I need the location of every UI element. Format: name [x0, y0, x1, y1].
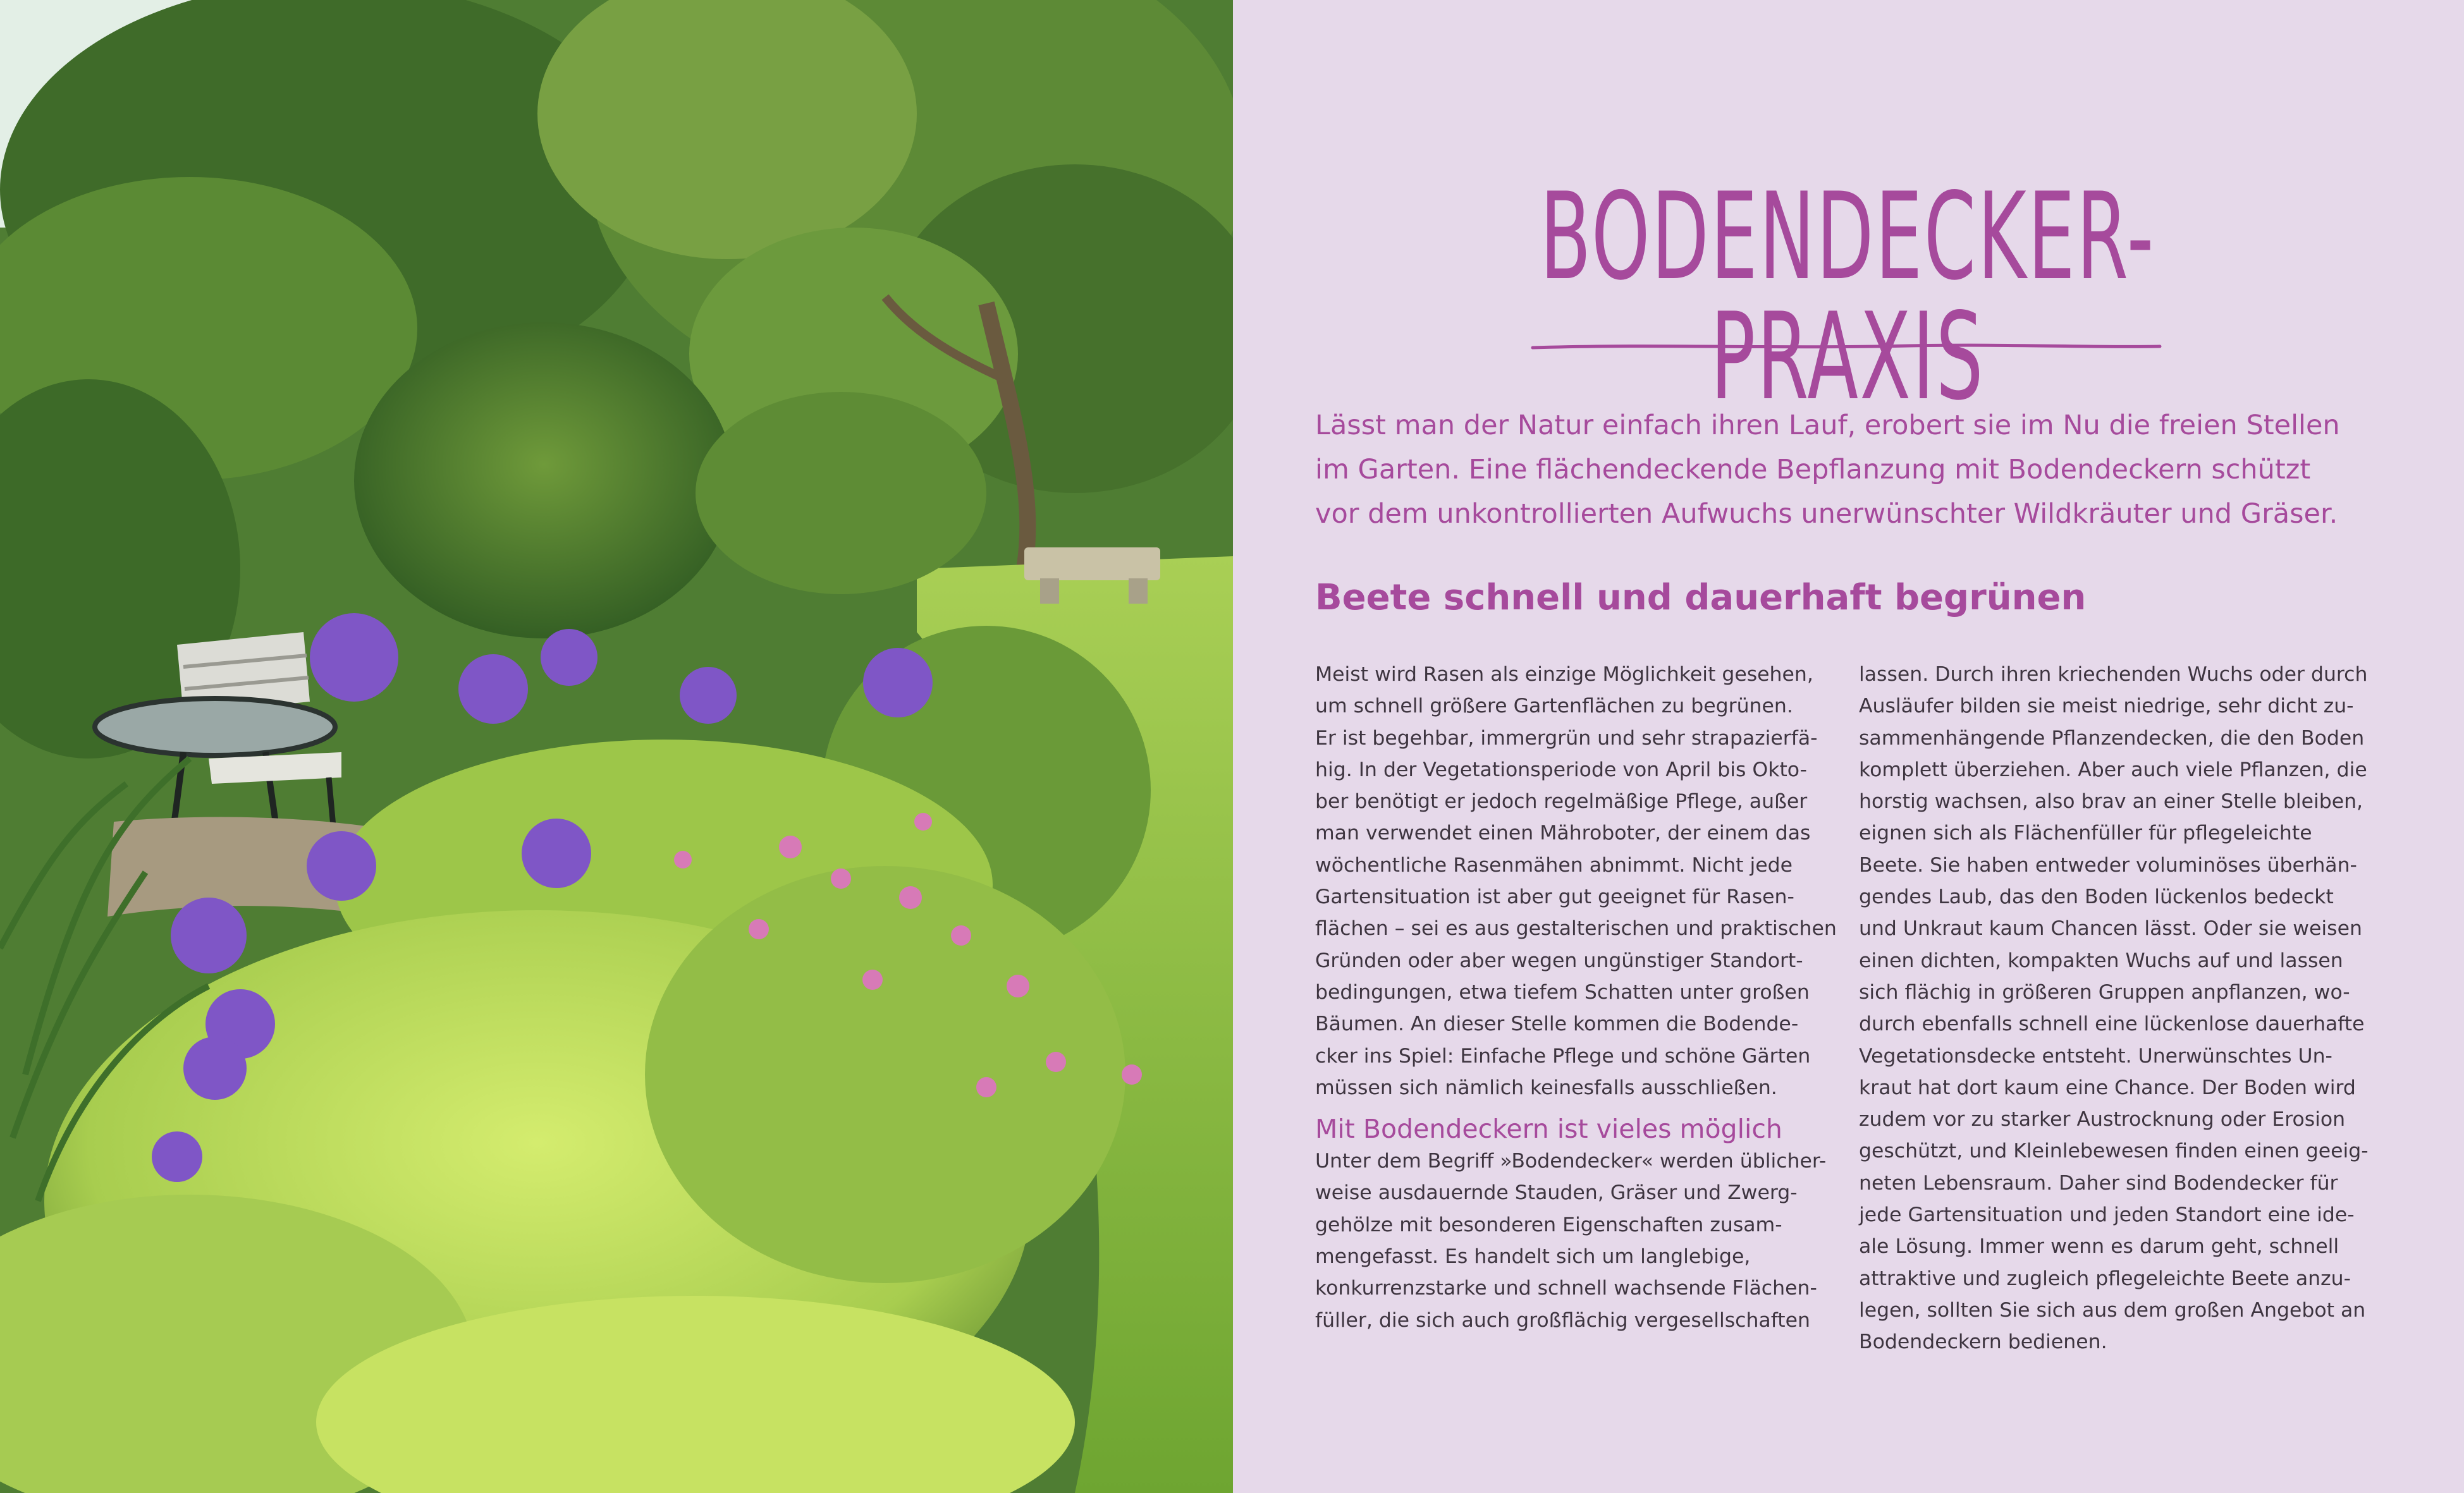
body-line: Ausläufer bilden sie meist niedrige, sehr dicht zu-: [1859, 695, 2354, 718]
body-line: Vegetationsdecke entsteht. Unerwünschtes Un-: [1859, 1044, 2332, 1068]
body-line: wöchentliche Rasenmähen abnimmt. Nicht jede: [1315, 853, 1793, 877]
text-column-right: [1859, 659, 2369, 1358]
body-line: attraktive und zugleich pflegeleichte Beete anzu-: [1859, 1267, 2351, 1290]
body-line: Er ist begehbar, immergrün und sehr strapazierfä-: [1315, 726, 1818, 750]
body-line: legen, sollten Sie sich aus dem großen Angebot an: [1859, 1298, 2366, 1322]
body-line: Bäumen. An dieser Stelle kommen die Bodende-: [1315, 1013, 1799, 1036]
body-line: man verwendet einen Mähroboter, der einem das: [1315, 822, 1811, 845]
subheading: Mit Bodendeckern ist vieles möglich: [1315, 1114, 1782, 1145]
body-line: hig. In der Vegetationsperiode von April bis Okto-: [1315, 758, 1808, 781]
body-line: Bodendeckern bedienen.: [1859, 1331, 2107, 1354]
body-line: Gartensituation ist aber gut geeignet für Rasen-: [1315, 886, 1794, 909]
intro-line: im Garten. Eine flächendeckende Bepflanzung mit Bodendeckern schützt: [1315, 454, 2311, 485]
body-line: sich flächig in größeren Gruppen anpflanzen, wo-: [1859, 980, 2350, 1004]
body-line: füller, die sich auch großflächig vergesellschaften: [1315, 1308, 1810, 1332]
body-line: Unter dem Begriff »Bodendecker« werden üblicher-: [1315, 1150, 1827, 1173]
text-page: [1233, 0, 2464, 1493]
body-line: gendes Laub, das den Boden lückenlos bedeckt: [1859, 886, 2334, 909]
body-line: zudem vor zu starker Austrocknung oder Erosion: [1859, 1108, 2346, 1131]
body-line: konkurrenzstarke und schnell wachsende Flächen-: [1315, 1277, 1817, 1300]
section-heading: Beete schnell und dauerhaft begrünen: [1315, 577, 2087, 618]
title-underline: [1530, 340, 2162, 353]
body-line: ber benötigt er jedoch regelmäßige Pflege, außer: [1315, 790, 1808, 814]
body-line: jede Gartensituation und jeden Standort eine ide-: [1859, 1204, 2355, 1227]
body-line: Gründen oder aber wegen ungünstiger Standort-: [1315, 949, 1803, 972]
body-line: ale Lösung. Immer wenn es darum geht, schnell: [1859, 1235, 2339, 1258]
body-line: Beete. Sie haben entweder voluminöses überhän-: [1859, 853, 2357, 877]
page-title: BODENDECKER-PRAXIS: [1540, 167, 2155, 427]
body-line: weise ausdauernde Stauden, Gräser und Zwerg-: [1315, 1181, 1798, 1205]
intro-paragraph: [1315, 403, 2390, 536]
body-line: mengefasst. Es handelt sich um langlebige,: [1315, 1245, 1751, 1269]
body-line: flächen – sei es aus gestalterischen und praktischen: [1315, 917, 1837, 941]
body-line: sammenhängende Pflanzendecken, die den Boden: [1859, 726, 2365, 750]
intro-line: Lässt man der Natur einfach ihren Lauf, erobert sie im Nu die freien Stellen: [1315, 410, 2340, 441]
body-line: durch ebenfalls schnell eine lückenlose dauerhafte: [1859, 1013, 2365, 1036]
body-line: geschützt, und Kleinlebewesen finden einen geeig-: [1859, 1140, 2369, 1163]
body-line: lassen. Durch ihren kriechenden Wuchs oder durch: [1859, 663, 2368, 686]
body-line: neten Lebensraum. Daher sind Bodendecker für: [1859, 1171, 2338, 1195]
body-line: Meist wird Rasen als einzige Möglichkeit gesehen,: [1315, 663, 1813, 686]
body-line: komplett überziehen. Aber auch viele Pflanzen, die: [1859, 758, 2367, 781]
text-column-left: [1315, 659, 1837, 1336]
body-line: horstig wachsen, also brav an einer Stelle bleiben,: [1859, 790, 2363, 814]
body-line: cker ins Spiel: Einfache Pflege und schöne Gärten: [1315, 1044, 1811, 1068]
body-line: müssen sich nämlich keinesfalls ausschließen.: [1315, 1076, 1777, 1099]
body-line: einen dichten, kompakten Wuchs auf und lassen: [1859, 949, 2343, 972]
body-line: um schnell größere Gartenflächen zu begrünen.: [1315, 695, 1793, 718]
intro-line: vor dem unkontrollierten Aufwuchs unerwünschter Wildkräuter und Gräser.: [1315, 498, 2338, 530]
body-line: eignen sich als Flächenfüller für pflegeleichte: [1859, 822, 2312, 845]
body-line: gehölze mit besonderen Eigenschaften zusam-: [1315, 1213, 1782, 1236]
body-line: kraut hat dort kaum eine Chance. Der Boden wird: [1859, 1076, 2356, 1099]
body-line: bedingungen, etwa tiefem Schatten unter großen: [1315, 980, 1810, 1004]
body-line: und Unkraut kaum Chancen lässt. Oder sie weisen: [1859, 917, 2362, 941]
